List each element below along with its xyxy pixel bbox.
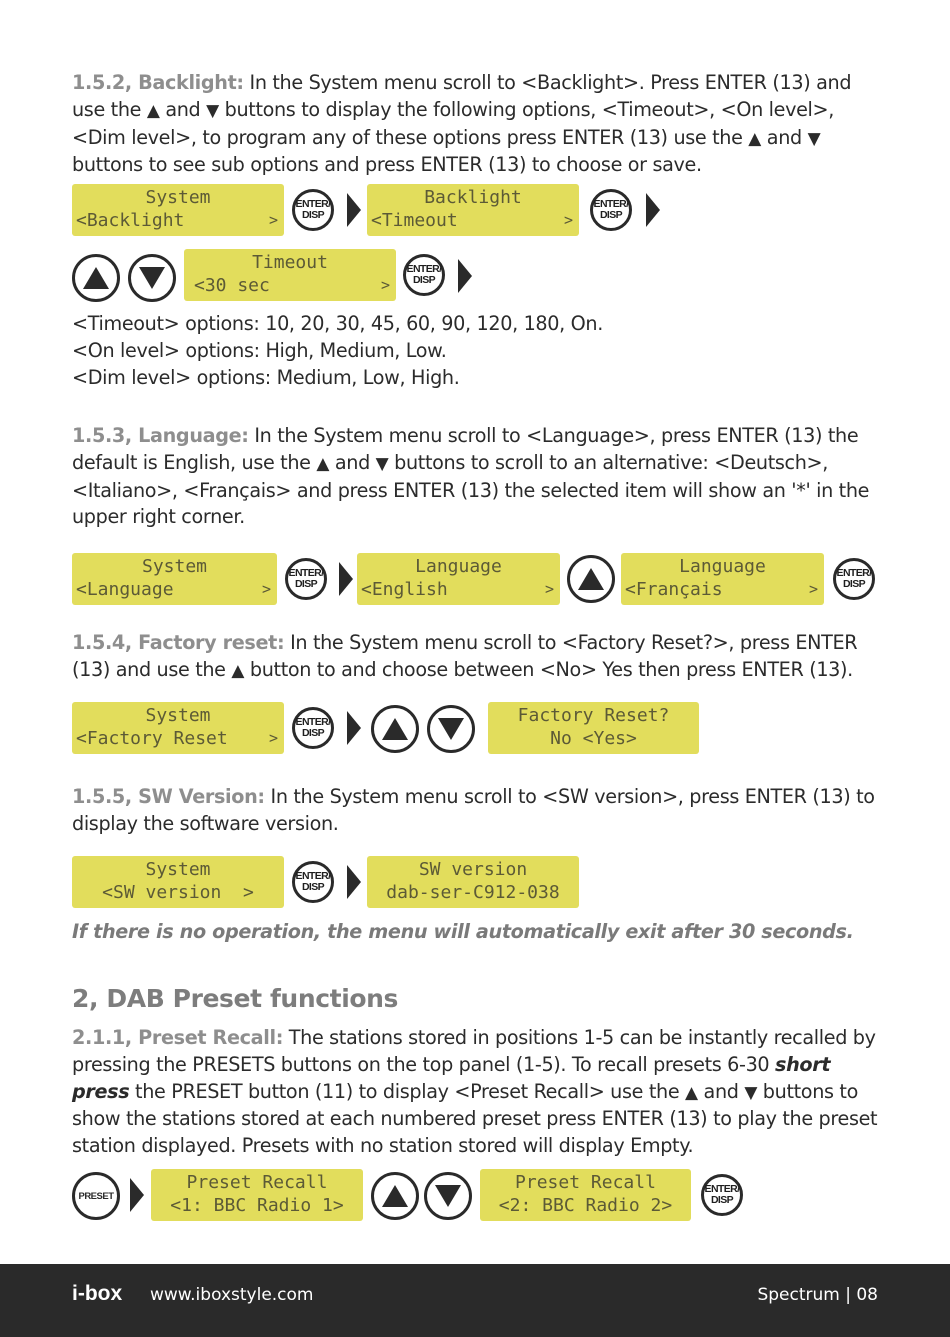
up-icon: ▲	[316, 453, 330, 474]
down-icon: ▼	[206, 100, 219, 121]
next-arrow-icon	[347, 711, 361, 745]
page-footer	[0, 1264, 950, 1337]
lcd-display: Language <Français >	[621, 553, 824, 605]
enter-disp-button-icon: ENTER/ DISP	[292, 861, 334, 903]
sw-version-paragraph: 1.5.5, SW Version: In the System menu scroll to <SW version>, press ENTER (13) to display the software version.	[72, 785, 875, 835]
down-icon: ▼	[744, 1082, 758, 1103]
up-icon: ▲	[748, 128, 762, 149]
enter-disp-button-icon: ENTER/ DISP	[590, 189, 632, 231]
preset-button-icon: PRESET	[72, 1172, 120, 1220]
section-title: 2, DAB Preset functions	[72, 984, 399, 1013]
backlight-paragraph: 1.5.2, Backlight: In the System menu scroll to <Backlight>. Press ENTER (13) and use the ▲ and ▼ buttons to display the following options, <Timeout>, <On level>, <Dim level>, to program any of these options press ENTER (13) use the ▲ and ▼ buttons to see sub options and press ENTER (13) to choose or save.	[72, 71, 852, 177]
next-arrow-icon	[339, 562, 353, 596]
enter-disp-button-icon: ENTER/ DISP	[833, 558, 875, 600]
up-button-icon	[72, 254, 120, 302]
next-arrow-icon	[347, 193, 361, 227]
lcd-display: Factory Reset? No <Yes>	[488, 702, 699, 754]
enter-disp-button-icon: ENTER/ DISP	[292, 189, 334, 231]
timeout-options: <Timeout> options: 10, 20, 30, 45, 60, 90, 120, 180, On.	[72, 312, 603, 335]
up-button-icon	[371, 705, 419, 753]
up-icon: ▲	[146, 100, 160, 121]
up-button-icon	[371, 1172, 419, 1220]
lcd-display: Preset Recall <2: BBC Radio 2>	[480, 1169, 691, 1221]
enter-disp-button-icon: ENTER/ DISP	[403, 254, 445, 296]
enter-disp-button-icon: ENTER/ DISP	[285, 558, 327, 600]
lcd-display: System <SW version >	[72, 856, 284, 908]
down-button-icon	[424, 1172, 472, 1220]
lcd-display: System <Backlight >	[72, 184, 284, 236]
more-indicator: >	[563, 211, 573, 229]
next-arrow-icon	[646, 193, 660, 227]
enter-disp-button-icon: ENTER/ DISP	[701, 1174, 743, 1216]
next-arrow-icon	[347, 865, 361, 899]
more-indicator: >	[808, 580, 818, 598]
down-icon: ▼	[807, 128, 821, 149]
section-heading: 1.5.2, Backlight:	[72, 71, 244, 94]
brand-logo: i-box	[72, 1282, 123, 1305]
more-indicator: >	[268, 211, 278, 229]
dim-level-options: <Dim level> options: Medium, Low, High.	[72, 366, 460, 389]
more-indicator: >	[544, 580, 554, 598]
lcd-display: Preset Recall <1: BBC Radio 1>	[151, 1169, 363, 1221]
up-icon: ▲	[685, 1082, 698, 1103]
section-heading: 1.5.3, Language:	[72, 424, 249, 447]
next-arrow-icon	[130, 1178, 144, 1212]
auto-exit-note: If there is no operation, the menu will automatically exit after 30 seconds.	[72, 920, 854, 943]
down-icon: ▼	[375, 453, 389, 474]
more-indicator: >	[380, 276, 390, 294]
lcd-display: System <Language >	[72, 553, 277, 605]
lcd-display: Backlight <Timeout >	[367, 184, 579, 236]
section-heading: 1.5.5, SW Version:	[72, 785, 265, 808]
up-icon: ▲	[231, 660, 245, 681]
preset-recall-paragraph: 2.1.1, Preset Recall: The stations stored in positions 1-5 can be instantly recalled by pressing the PRESETS buttons on the top panel (1-5). To recall presets 6-30 short press the PRESET button (11) to display <Preset Recall> use the ▲ and ▼ buttons to show the stations stored at each numbered preset press ENTER (13) to play the preset station displayed. Presets with no station stored will display Empty.	[72, 1026, 878, 1158]
next-arrow-icon	[458, 259, 472, 293]
lcd-display: Timeout <30 sec >	[184, 249, 396, 301]
page-number: Spectrum | 08	[757, 1285, 878, 1305]
lcd-display: SW version dab-ser-C912-038	[367, 856, 579, 908]
down-button-icon	[128, 254, 176, 302]
more-indicator: >	[268, 729, 278, 747]
on-level-options: <On level> options: High, Medium, Low.	[72, 339, 447, 362]
website-link[interactable]: www.iboxstyle.com	[150, 1285, 314, 1305]
more-indicator: >	[261, 580, 271, 598]
language-paragraph: 1.5.3, Language: In the System menu scroll to <Language>, press ENTER (13) the default is English, use the ▲ and ▼ buttons to scroll to an alternative: <Deutsch>, <Italiano>, <Français> and press ENTER (13) the selected item will show an '*' in the upper right corner.	[72, 424, 870, 529]
down-button-icon	[427, 705, 475, 753]
lcd-display: System <Factory Reset >	[72, 702, 284, 754]
enter-disp-button-icon: ENTER/ DISP	[292, 707, 334, 749]
lcd-display: Language <English >	[357, 553, 560, 605]
up-button-icon	[567, 555, 615, 603]
section-heading: 2.1.1, Preset Recall:	[72, 1026, 284, 1049]
factory-reset-paragraph: 1.5.4, Factory reset: In the System menu scroll to <Factory Reset?>, press ENTER (13) and use the ▲ button to and choose between <No> Yes then press ENTER (13).	[72, 631, 858, 681]
section-heading: 1.5.4, Factory reset:	[72, 631, 285, 654]
